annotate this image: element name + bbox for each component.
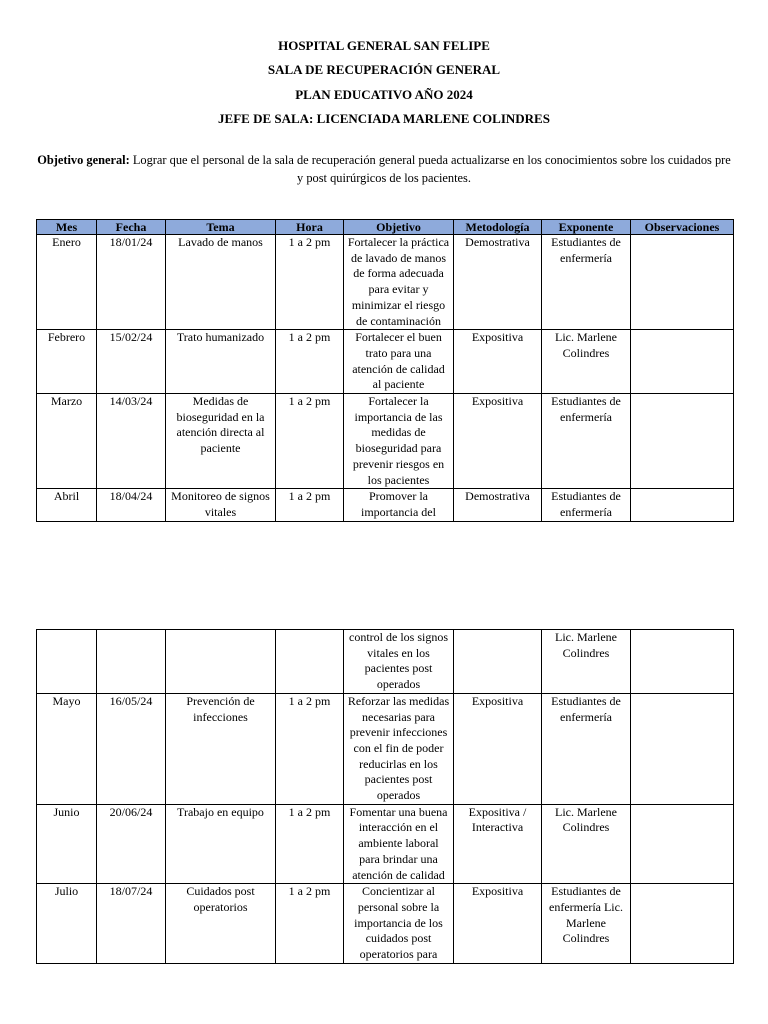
cell-hora: 1 a 2 pm xyxy=(276,884,344,964)
cell-observaciones xyxy=(631,630,734,694)
table-row xyxy=(37,330,734,394)
cell-fecha: 18/07/24 xyxy=(97,884,166,964)
cell-objetivo: Fomentar una buena interacción en el ambiente laboral para brindar una atención de calidad xyxy=(344,804,454,884)
table-row xyxy=(37,884,734,964)
column-header-objetivo: Objetivo xyxy=(344,220,454,235)
cell-hora: 1 a 2 pm xyxy=(276,693,344,804)
cell-exponente: Lic. Marlene Colindres xyxy=(542,330,631,394)
cell-exponente: Estudiantes de enfermería xyxy=(542,235,631,330)
document-header xyxy=(0,34,768,131)
cell-fecha: 18/01/24 xyxy=(97,235,166,330)
plan-table-page-1 xyxy=(36,219,734,522)
cell-tema: Cuidados post operatorios xyxy=(166,884,276,964)
cell-observaciones xyxy=(631,235,734,330)
cell-tema: Lavado de manos xyxy=(166,235,276,330)
cell-observaciones xyxy=(631,330,734,394)
hospital-name: HOSPITAL GENERAL SAN FELIPE xyxy=(278,38,490,53)
table-row xyxy=(37,235,734,330)
cell-objetivo: Fortalecer la importancia de las medidas de bioseguridad para prevenir riesgos en los pacientes xyxy=(344,394,454,489)
column-header-exponente: Exponente xyxy=(542,220,631,235)
cell-hora xyxy=(276,630,344,694)
cell-fecha: 14/03/24 xyxy=(97,394,166,489)
cell-hora: 1 a 2 pm xyxy=(276,235,344,330)
cell-fecha: 18/04/24 xyxy=(97,489,166,521)
cell-mes: Febrero xyxy=(37,330,97,394)
cell-mes xyxy=(37,630,97,694)
cell-tema: Trato humanizado xyxy=(166,330,276,394)
plan-table-page-2 xyxy=(36,629,734,964)
cell-tema: Monitoreo de signos vitales xyxy=(166,489,276,521)
cell-mes: Enero xyxy=(37,235,97,330)
cell-metodologia: Expositiva / Interactiva xyxy=(454,804,542,884)
cell-exponente: Estudiantes de enfermería Lic. Marlene Colindres xyxy=(542,884,631,964)
column-header-metodologia: Metodología xyxy=(454,220,542,235)
table-row xyxy=(37,804,734,884)
cell-hora: 1 a 2 pm xyxy=(276,489,344,521)
cell-exponente: Estudiantes de enfermería xyxy=(542,489,631,521)
column-header-fecha: Fecha xyxy=(97,220,166,235)
cell-fecha: 16/05/24 xyxy=(97,693,166,804)
cell-mes: Julio xyxy=(37,884,97,964)
objective-text: Lograr que el personal de la sala de recuperación general pueda actualizarse en los conocimientos sobre los cuidados pre y post quirúrgicos de los pacientes. xyxy=(129,153,731,185)
cell-mes: Marzo xyxy=(37,394,97,489)
cell-tema: Trabajo en equipo xyxy=(166,804,276,884)
cell-objetivo: Fortalecer el buen trato para una atención de calidad al paciente xyxy=(344,330,454,394)
cell-objetivo: Concientizar al personal sobre la importancia de los cuidados post operatorios para xyxy=(344,884,454,964)
cell-mes: Mayo xyxy=(37,693,97,804)
cell-fecha: 20/06/24 xyxy=(97,804,166,884)
column-header-observaciones: Observaciones xyxy=(631,220,734,235)
cell-tema: Prevención de infecciones xyxy=(166,693,276,804)
cell-metodologia: Expositiva xyxy=(454,693,542,804)
table-row xyxy=(37,394,734,489)
cell-metodologia: Expositiva xyxy=(454,330,542,394)
table-row xyxy=(37,489,734,521)
cell-tema xyxy=(166,630,276,694)
cell-hora: 1 a 2 pm xyxy=(276,804,344,884)
cell-exponente: Lic. Marlene Colindres xyxy=(542,804,631,884)
table-row xyxy=(37,630,734,694)
cell-objetivo: Fortalecer la práctica de lavado de manos de forma adecuada para evitar y minimizar el riesgo de contaminación xyxy=(344,235,454,330)
ward-head: JEFE DE SALA: LICENCIADA MARLENE COLINDRES xyxy=(218,110,550,126)
cell-observaciones xyxy=(631,693,734,804)
cell-fecha: 15/02/24 xyxy=(97,330,166,394)
cell-mes: Junio xyxy=(37,804,97,884)
cell-objetivo: control de los signos vitales en los pacientes post operados xyxy=(344,630,454,694)
cell-observaciones xyxy=(631,394,734,489)
cell-observaciones xyxy=(631,884,734,964)
ward-name: SALA DE RECUPERACIÓN GENERAL xyxy=(267,62,501,78)
cell-observaciones xyxy=(631,804,734,884)
cell-mes: Abril xyxy=(37,489,97,521)
cell-metodologia: Expositiva xyxy=(454,884,542,964)
cell-exponente: Lic. Marlene Colindres xyxy=(542,630,631,694)
cell-fecha xyxy=(97,630,166,694)
cell-objetivo: Promover la importancia del xyxy=(344,489,454,521)
cell-metodologia: Demostrativa xyxy=(454,235,542,330)
cell-observaciones xyxy=(631,489,734,521)
cell-objetivo: Reforzar las medidas necesarias para prevenir infecciones con el fin de poder reducirlas en los pacientes post operados xyxy=(344,693,454,804)
cell-metodologia: Demostrativa xyxy=(454,489,542,521)
column-header-mes: Mes xyxy=(37,220,97,235)
column-header-tema: Tema xyxy=(166,220,276,235)
cell-exponente: Estudiantes de enfermería xyxy=(542,394,631,489)
objective-label: Objetivo general: xyxy=(37,153,130,167)
plan-title: PLAN EDUCATIVO AÑO 2024 xyxy=(295,86,473,102)
cell-exponente: Estudiantes de enfermería xyxy=(542,693,631,804)
cell-tema: Medidas de bioseguridad en la atención directa al paciente xyxy=(166,394,276,489)
general-objective xyxy=(36,151,732,187)
cell-metodologia xyxy=(454,630,542,694)
column-header-hora: Hora xyxy=(276,220,344,235)
table-header-row xyxy=(37,220,734,235)
cell-metodologia: Expositiva xyxy=(454,394,542,489)
cell-hora: 1 a 2 pm xyxy=(276,330,344,394)
cell-hora: 1 a 2 pm xyxy=(276,394,344,489)
table-row xyxy=(37,693,734,804)
